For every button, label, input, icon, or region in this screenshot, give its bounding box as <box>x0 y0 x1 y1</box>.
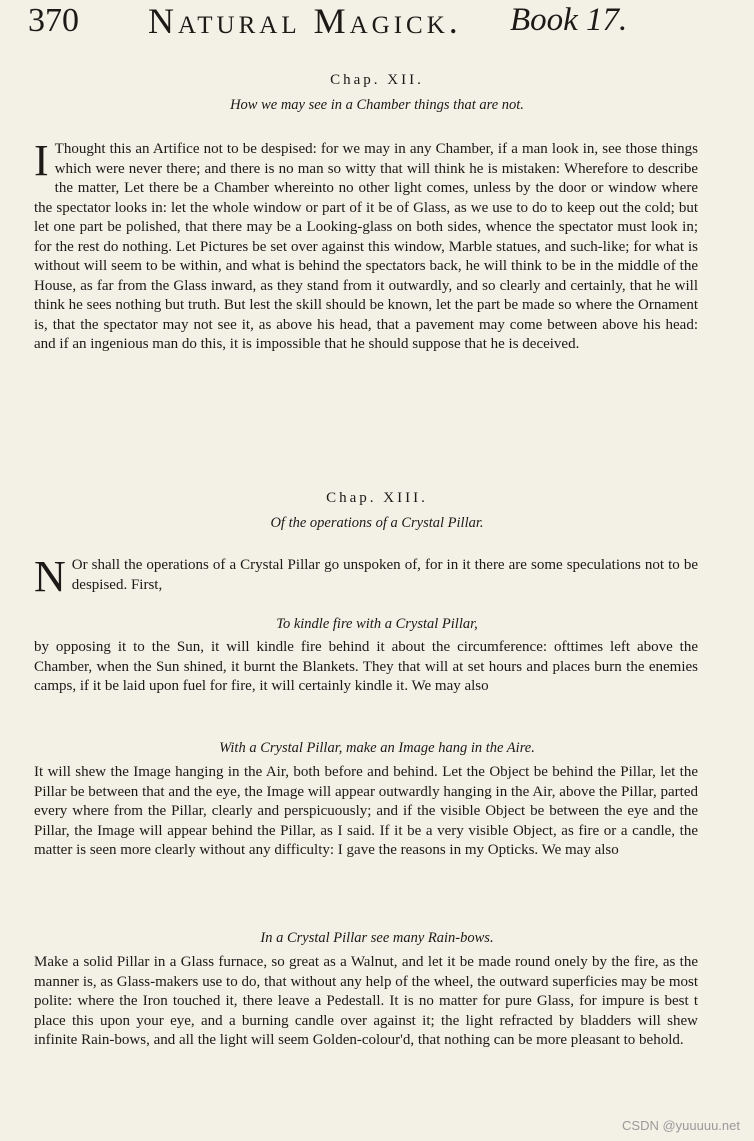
chapter-13-heading: Chap. XIII. <box>326 490 428 506</box>
chapter-12-text: Thought this an Artifice not to be despised: for we may in any Chamber, if a man look in, see those things which were never there; and there is no man so witty that will think he is mistaken: Wherefore to describe the matter, Let there be a Chamber whereinto no other light comes, unless by the door or window where the spectator looks in: let the whole window or part of it be of Glass, as we use to do to keep out the cold; but let one part be polished, that there may be a Looking-glass on both sides, whence the spectator must look in; for the rest do nothing. Let Pictures be set over against this window, Marble statues, and such-like; for what is without will seem to be within, and what is behind the spectators back, he will think to be in the middle of the House, as far from the Glass inward, as they stand from it outwardly, and so clearly and certainly, that he will think he sees nothing but truth. But lest the skill should be known, let the part be made so where the Ornament is, that the spectator may not see it, as above his head, that a pavement may come between above his head: and if an ingenious man do this, it is impossible that he should suppose that he is deceived. <box>34 141 698 352</box>
chapter-12-subtitle: How we may see in a Chamber things that are not. <box>230 97 524 113</box>
book-number: Book 17. <box>510 2 628 38</box>
chapter-12-body <box>34 136 698 355</box>
section-image-aire-body: It will shew the Image hanging in the Air, both before and behind. Let the Object be behind the Pillar, let the Pillar be between that and the eye, the Image will appear outwardly hanging in the Air, above the Pillar, parted every where from the Pillar, clearly and perspicuously; and if the visible Object be between the eye and the Pillar, the Image will appear behind the Pillar, as I said. If it be a very visible Object, as fire or a candle, the matter is seen more clearly without any difficulty: I gave the reasons in my Opticks. We may also <box>34 764 698 858</box>
running-title: Natural Magick. <box>148 1 462 41</box>
dropcap-i: I <box>34 136 49 185</box>
running-header <box>28 2 728 44</box>
chapter-13-intro-text: Or shall the operations of a Crystal Pillar go unspoken of, for in it there are some speculations not to be despised. First, <box>71 557 698 593</box>
source-watermark: CSDN @yuuuuu.net <box>622 1118 740 1133</box>
section-rainbows-body: Make a solid Pillar in a Glass furnace, so great as a Walnut, and let it be made round onely by the fire, as the manner is, as Glass-makers use to do, that without any help of the wheel, the outward superficies may be most polite: where the Iron touched it, there leave a Pedestall. It is no matter for pure Glass, for impure is best t place this upon your eye, and a burning candle over against it; the light refracted by bladders will shew infinite Rain-bows, and all the light will seem Golden-colour'd, that nothing can be more pleasant to behold. <box>34 954 698 1048</box>
dropcap-n: N <box>34 552 66 601</box>
chapter-13-intro <box>34 552 698 601</box>
chapter-12-heading: Chap. XII. <box>330 72 424 88</box>
section-kindle-fire-body: by opposing it to the Sun, it will kindle fire behind it about the circumference: ofttimes left above the Chamber, when the Sun shined, it burnt the Blankets. They that will at set hours and places burn the enemies camps, if it be laid upon fuel for fire, it will certainly kindle it. We may also <box>34 639 698 694</box>
section-kindle-fire-title: To kindle fire with a Crystal Pillar, <box>276 616 478 632</box>
section-image-aire-title: With a Crystal Pillar, make an Image hang in the Aire. <box>219 740 535 756</box>
chapter-13-subtitle: Of the operations of a Crystal Pillar. <box>270 515 484 531</box>
page-number: 370 <box>28 2 79 39</box>
section-rainbows-title: In a Crystal Pillar see many Rain-bows. <box>260 930 494 946</box>
